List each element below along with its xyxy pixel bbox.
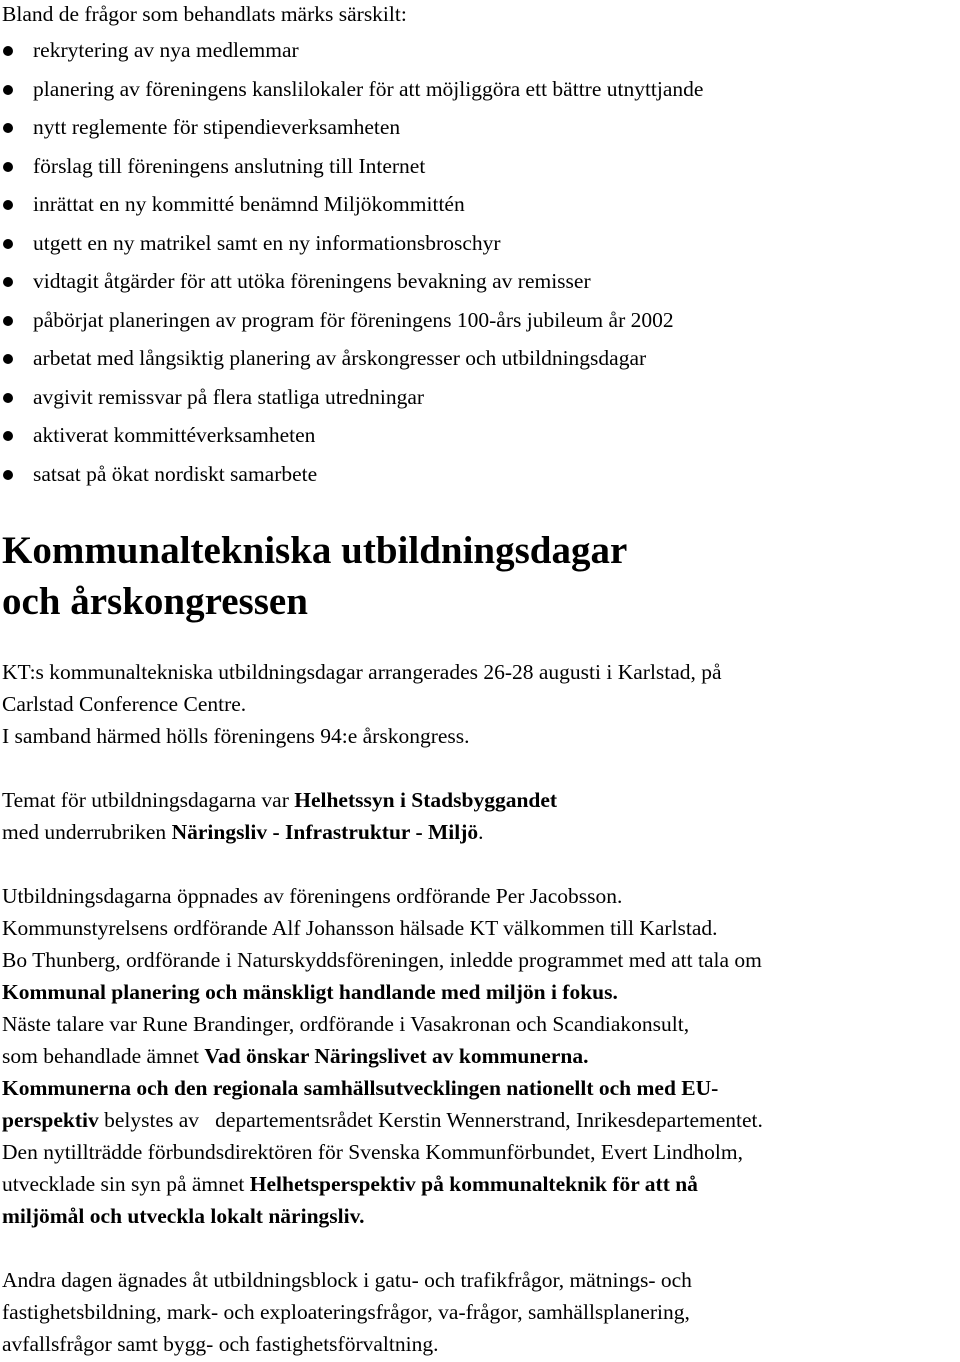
- paragraph-second-day: [2, 1264, 692, 1360]
- list-item-text: förslag till föreningens anslutning till Internet: [33, 153, 426, 178]
- paragraph-line: [2, 816, 557, 848]
- talk-title: Helhetsperspektiv på kommunalteknik för att nå: [249, 1172, 698, 1196]
- paragraph-line: I samband härmed hölls föreningens 94:e årskongress.: [2, 724, 470, 748]
- paragraph-line: [2, 1168, 763, 1200]
- paragraph-line: [2, 976, 763, 1008]
- bullet-icon: [3, 162, 13, 172]
- talk-title: Kommunerna och den regionala samhällsutvecklingen nationellt och med EU-: [2, 1076, 719, 1100]
- talk-title: Vad önskar Näringslivet av kommunerna.: [204, 1044, 589, 1068]
- paragraph-line: [2, 1200, 763, 1232]
- list-item-text: vidtagit åtgärder för att utöka föreningens bevakning av remisser: [33, 269, 591, 293]
- bullet-icon: [3, 239, 13, 249]
- list-item-text: inrättat en ny kommitté benämnd Miljökommittén: [33, 192, 465, 216]
- talk-title: miljömål och utveckla lokalt näringsliv.: [2, 1204, 365, 1228]
- paragraph-line: Bo Thunberg, ordförande i Naturskyddsföreningen, inledde programmet med att tala om: [2, 948, 762, 972]
- list-item-text: satsat på ökat nordiskt samarbete: [33, 461, 318, 486]
- paragraph-line: [2, 1104, 763, 1136]
- paragraph-line: [2, 784, 557, 816]
- talk-title: perspektiv: [2, 1108, 99, 1132]
- text-run: belystes av departementsrådet Kerstin Wennerstrand, Inrikesdepartementet.: [98, 1108, 763, 1132]
- bullet-icon: [3, 46, 13, 56]
- paragraph-line: Carlstad Conference Centre.: [2, 692, 247, 716]
- intro-text: Bland de frågor som behandlats märks särskilt:: [2, 2, 407, 26]
- bullet-icon: [3, 354, 13, 364]
- bullet-icon: [3, 277, 13, 287]
- section-heading: [2, 525, 627, 627]
- section-heading-line: Kommunaltekniska utbildningsdagar: [2, 529, 628, 572]
- bullet-icon: [3, 316, 13, 326]
- bullet-icon: [3, 431, 13, 441]
- paragraph-arrangement: [2, 656, 722, 752]
- paragraph-line: Den nytillträdde förbundsdirektören för Svenska Kommunförbundet, Evert Lindholm,: [2, 1140, 743, 1164]
- bullet-icon: [3, 393, 13, 403]
- paragraph-line: fastighetsbildning, mark- och exploateringsfrågor, va-frågor, samhällsplanering,: [2, 1300, 690, 1324]
- paragraph-theme: [2, 784, 557, 848]
- list-item-text: rekrytering av nya medlemmar: [33, 38, 299, 62]
- list-item-text: arbetat med långsiktig planering av årskongresser och utbildningsdagar: [33, 346, 647, 370]
- list-item-text: utgett en ny matrikel samt en ny informationsbroschyr: [33, 230, 501, 255]
- talk-title: Kommunal planering och mänskligt handlande med miljön i fokus.: [2, 980, 618, 1004]
- text-run: .: [478, 820, 484, 844]
- bullet-icon: [3, 123, 13, 133]
- section-heading-line: och årskongressen: [2, 580, 308, 623]
- list-item-text: aktiverat kommittéverksamheten: [33, 423, 316, 447]
- bullet-icon: [3, 85, 13, 95]
- list-item-text: nytt reglemente för stipendieverksamheten: [33, 115, 401, 139]
- paragraph-line: Näste talare var Rune Brandinger, ordförande i Vasakronan och Scandiakonsult,: [2, 1012, 690, 1036]
- text-run: Temat för utbildningsdagarna var: [2, 788, 295, 812]
- bullet-icon: [3, 470, 13, 480]
- paragraph-line: KT:s kommunaltekniska utbildningsdagar arrangerades 26-28 augusti i Karlstad, på: [2, 660, 722, 684]
- paragraph-line: Andra dagen ägnades åt utbildningsblock i gatu- och trafikfrågor, mätnings- och: [2, 1268, 692, 1292]
- paragraph-line: [2, 1040, 763, 1072]
- bullet-icon: [3, 200, 13, 210]
- paragraph-line: [2, 1072, 763, 1104]
- paragraph-line: avfallsfrågor samt bygg- och fastighetsförvaltning.: [2, 1332, 439, 1356]
- theme-title: Helhetssyn i Stadsbyggandet: [294, 788, 558, 812]
- list-item-text: påbörjat planeringen av program för föreningens 100-års jubileum år 2002: [33, 307, 674, 332]
- paragraph-line: Kommunstyrelsens ordförande Alf Johansson hälsade KT välkommen till Karlstad.: [2, 916, 718, 940]
- theme-subtitle: Näringsliv - Infrastruktur - Miljö: [171, 820, 479, 844]
- list-item-text: planering av föreningens kanslilokaler för att möjliggöra ett bättre utnyttjande: [33, 76, 704, 101]
- text-run: med underrubriken: [2, 820, 172, 844]
- paragraph-speakers: [2, 880, 763, 1232]
- text-run: som behandlade ämnet: [2, 1044, 205, 1068]
- list-item-text: avgivit remissvar på flera statliga utredningar: [33, 384, 425, 409]
- text-run: utvecklade sin syn på ämnet: [2, 1172, 250, 1196]
- paragraph-line: Utbildningsdagarna öppnades av föreningens ordförande Per Jacobsson.: [2, 884, 623, 908]
